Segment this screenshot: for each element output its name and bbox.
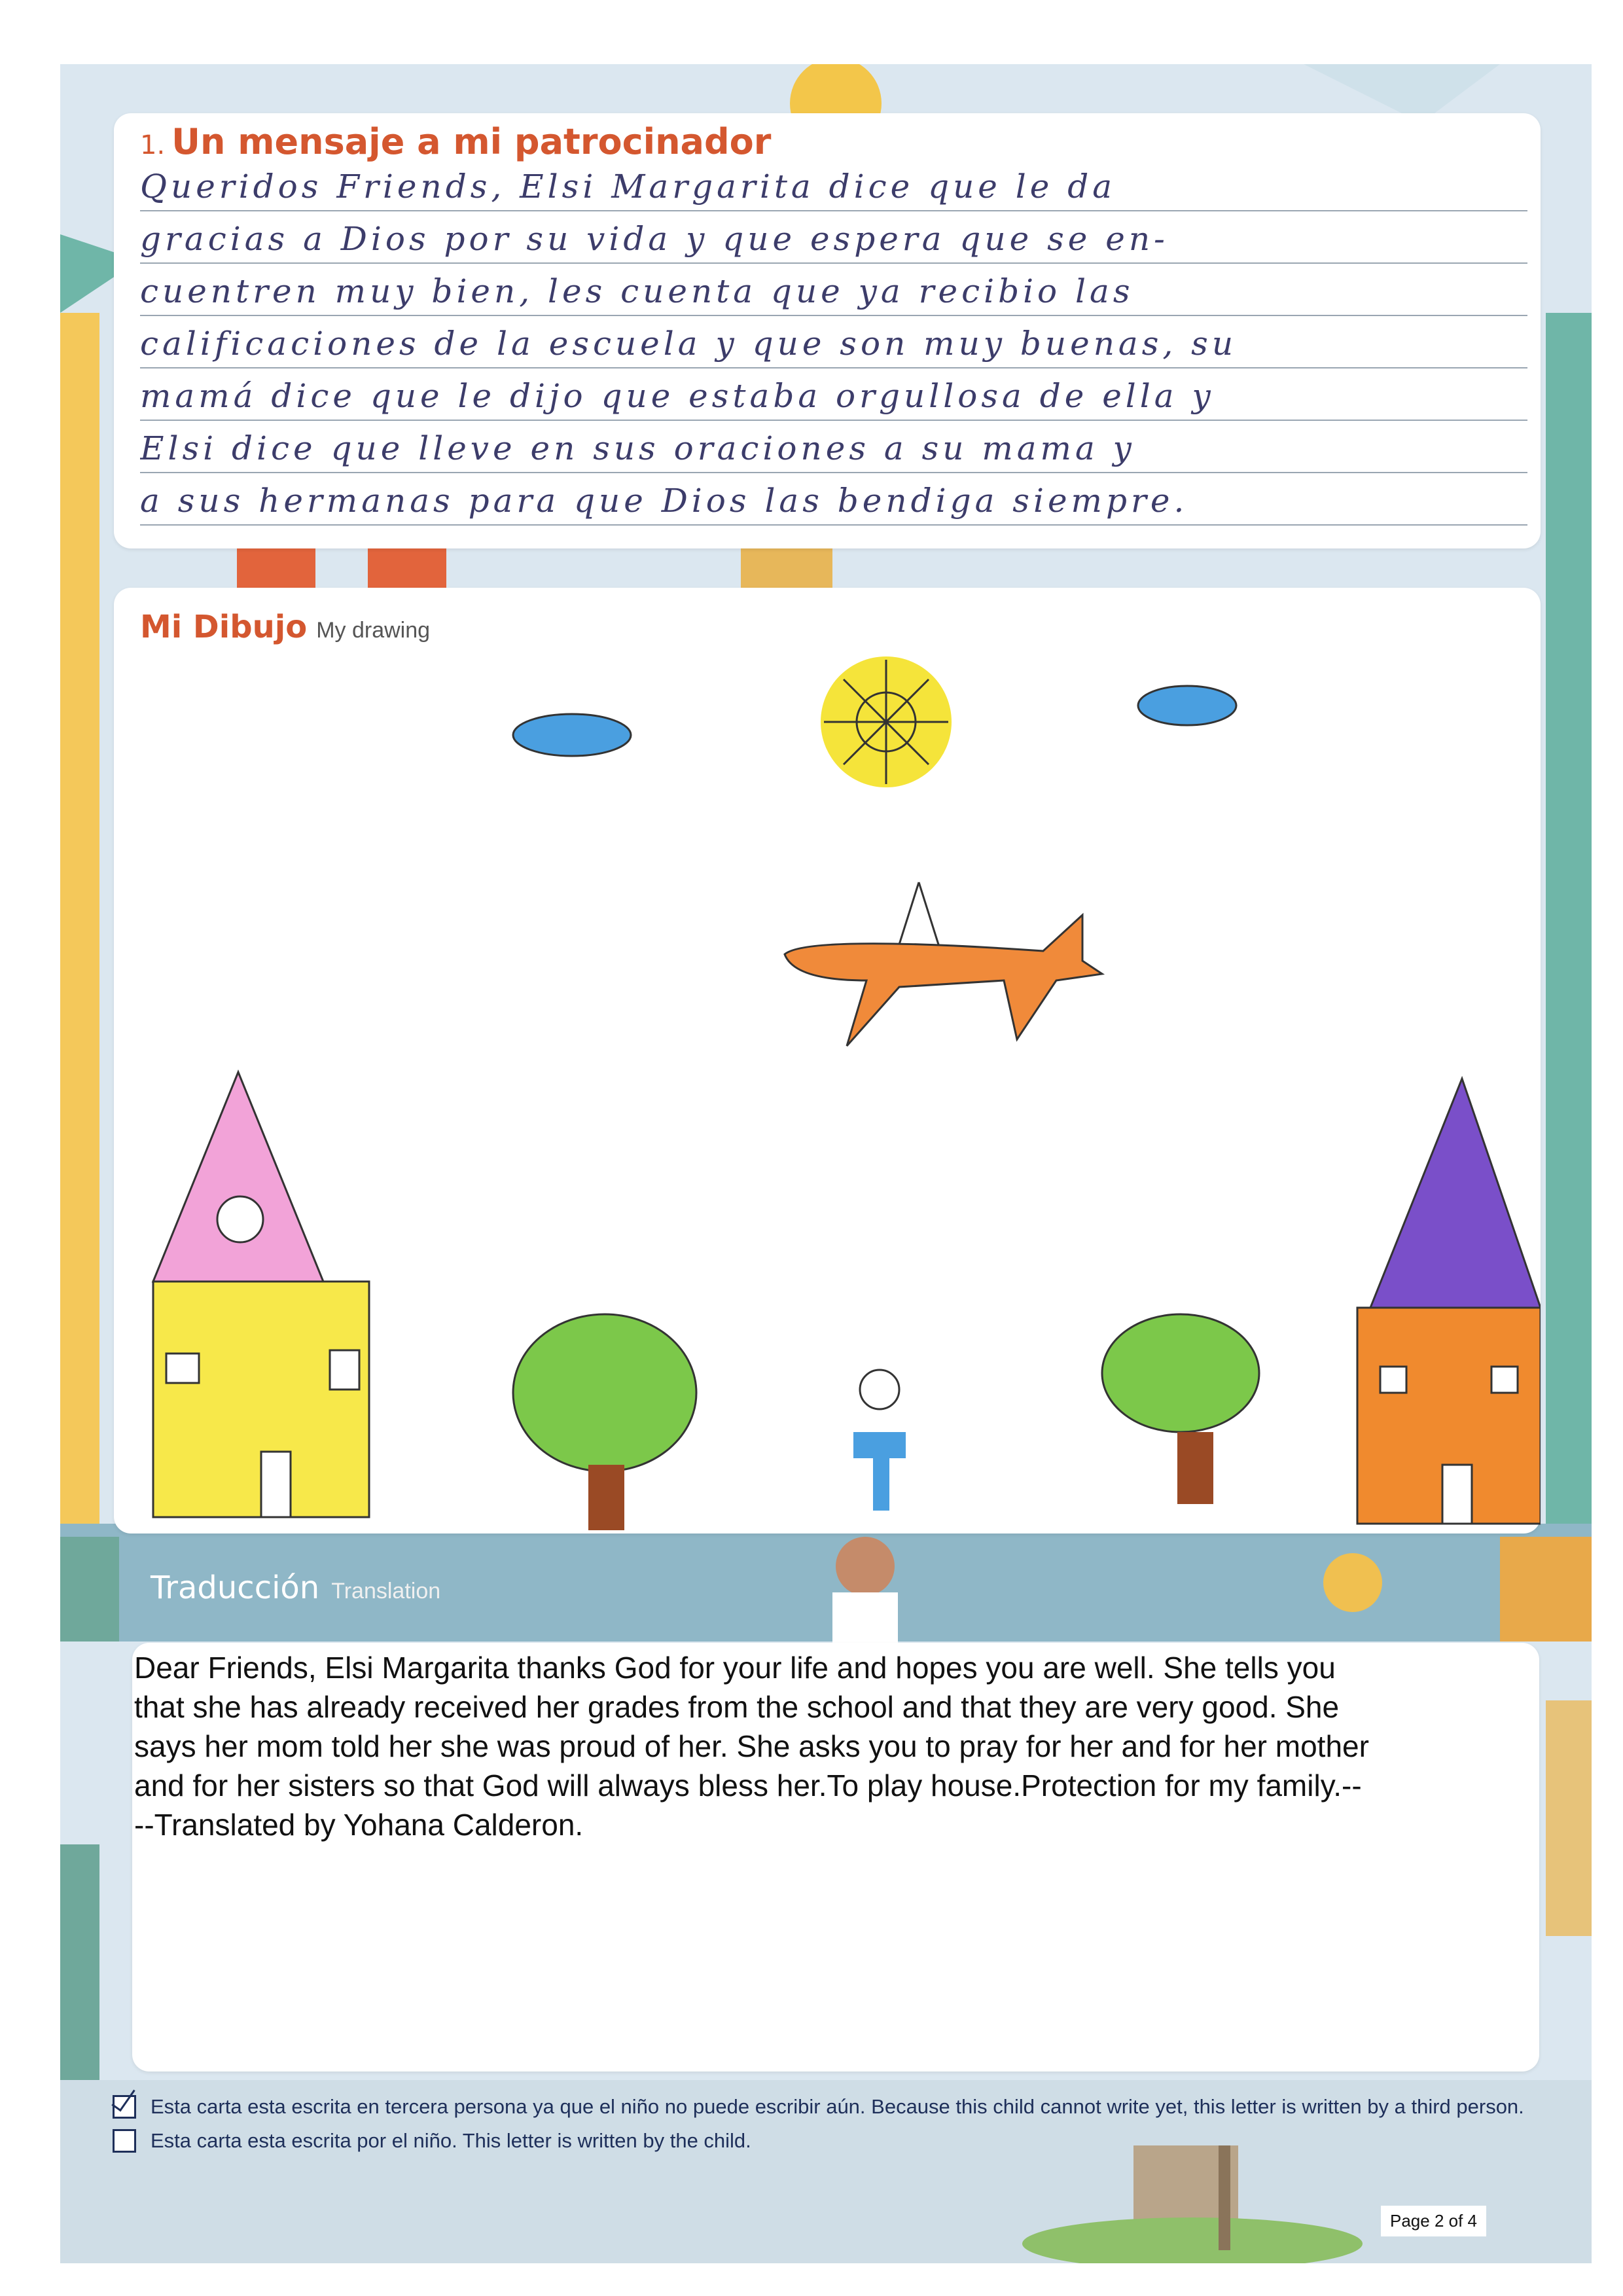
handwritten-line: calificaciones de la escuela y que son muy buenas, su	[140, 316, 1527, 368]
person	[853, 1370, 906, 1511]
house-right	[1357, 1079, 1541, 1524]
message-number: 1.	[140, 130, 166, 160]
child-drawing	[114, 588, 1541, 1534]
translation-line: says her mom told her she was proud of her. She asks you to pray for her and for her mother	[134, 1729, 1369, 1763]
letter-page	[60, 64, 1592, 2263]
checkbox-row[interactable]	[113, 2090, 1524, 2124]
house-left	[153, 1072, 369, 1517]
handwritten-line: a sus hermanas para que Dios las bendiga siempre.	[140, 473, 1527, 526]
translation-line: and for her sisters so that God will always bless her.To play house.Protection for my family.--	[134, 1768, 1362, 1803]
message-heading	[140, 121, 771, 162]
translation-title: Traducción	[151, 1570, 320, 1606]
handwritten-line: Queridos Friends, Elsi Margarita dice que le da	[140, 159, 1527, 211]
message-panel	[114, 113, 1541, 548]
handwritten-line: mamá dice que le dijo que estaba orgullosa de ella y	[140, 368, 1527, 421]
translation-text	[134, 1648, 1548, 1844]
checkbox-label: Esta carta esta escrita en tercera persona ya que el niño no puede escribir aún. Because this child cannot write yet, this letter is written by a third person.	[151, 2095, 1524, 2118]
sun	[821, 656, 952, 787]
page-number: Page 2 of 4	[1381, 2206, 1486, 2236]
drawing-subtitle: My drawing	[316, 618, 431, 643]
checkbox-label: Esta carta esta escrita por el niño. This letter is written by the child.	[151, 2129, 751, 2152]
drawing-panel	[114, 588, 1541, 1534]
checkbox-checked[interactable]	[113, 2095, 136, 2119]
message-title: Un mensaje a mi patrocinador	[171, 121, 772, 162]
translation-heading	[151, 1570, 440, 1606]
handwritten-line: gracias a Dios por su vida y que espera que se en-	[140, 211, 1527, 264]
tree-right	[1102, 1314, 1259, 1504]
translation-line: that she has already received her grades from the school and that they are very good. She	[134, 1690, 1340, 1724]
translation-line: Dear Friends, Elsi Margarita thanks God for your life and hopes you are well. She tells you	[134, 1651, 1336, 1685]
cloud-right	[1138, 686, 1236, 725]
translation-subtitle: Translation	[331, 1579, 441, 1604]
handwritten-line: Elsi dice que lleve en sus oraciones a su mama y	[140, 421, 1527, 473]
handwritten-line: cuentren muy bien, les cuenta que ya recibio las	[140, 264, 1527, 316]
checkbox-row[interactable]	[113, 2124, 1524, 2158]
translation-line: --Translated by Yohana Calderon.	[134, 1808, 584, 1842]
writer-checkboxes	[113, 2090, 1524, 2158]
tree-left	[513, 1314, 696, 1530]
cloud-left	[513, 714, 631, 756]
checkbox-unchecked[interactable]	[113, 2129, 136, 2153]
airplane	[785, 882, 1102, 1046]
handwritten-message	[140, 159, 1527, 526]
drawing-title: Mi Dibujo	[140, 609, 308, 645]
